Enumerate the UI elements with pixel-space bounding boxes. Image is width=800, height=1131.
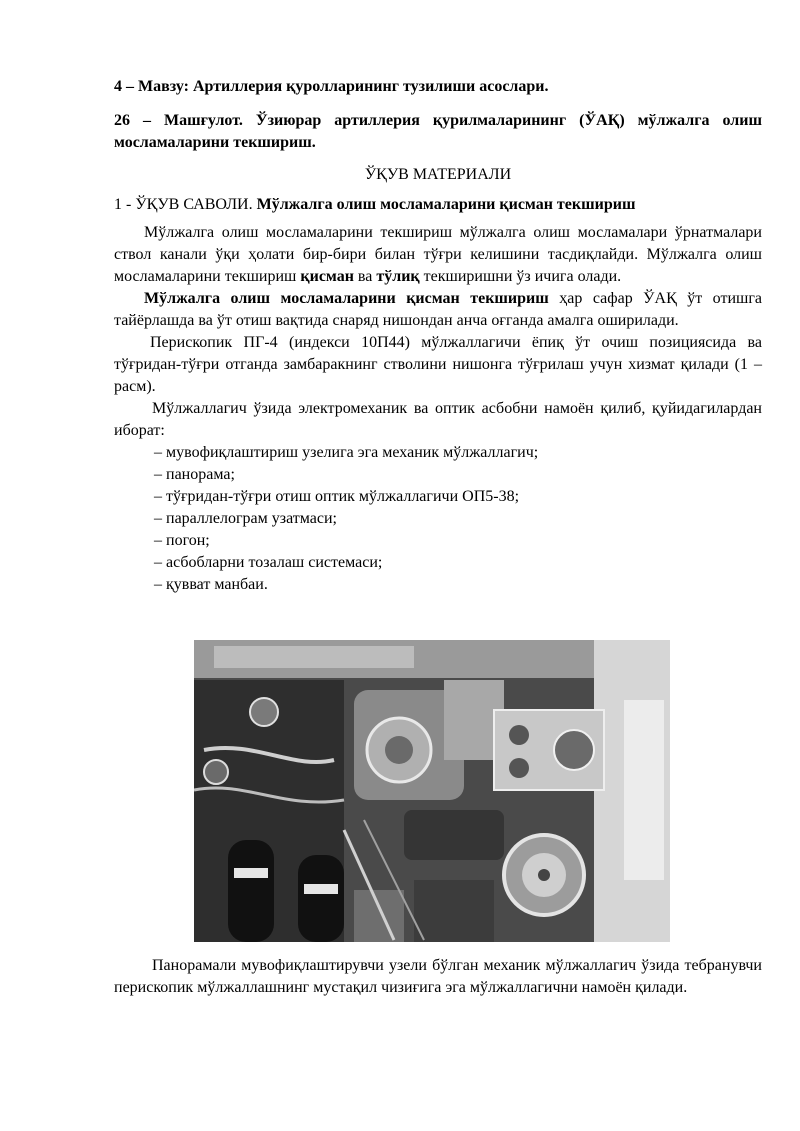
list-item: – тўғридан-тўғри отиш оптик мўлжаллагичи ОП5-38; xyxy=(154,488,520,505)
closing-paragraph-wrapper xyxy=(114,955,762,999)
list-item: – параллелограм узатмаси; xyxy=(154,510,337,527)
sight-mechanism-photo xyxy=(194,640,670,942)
para1-bold-b: тўлиқ xyxy=(376,268,420,285)
list-item: – панорама; xyxy=(154,466,235,483)
list-item: – қувват манбаи. xyxy=(154,576,268,593)
paragraph-3: Перископик ПГ-4 (индекси 10П44) мўлжаллагичи ёпиқ ўт очиш позициясида ва тўғридан-тўғри отганда замбаракнинг стволини нишонга тўғрилаш учун хизмат қилади (1 – расм). xyxy=(114,334,762,395)
question-title: Мўлжалга олиш мосламаларини қисман текшириш xyxy=(256,196,636,213)
paragraph-4: Мўлжаллагич ўзида электромеханик ва оптик асбобни намоён қилиб, қуйидагилардан иборат: xyxy=(114,400,762,439)
list-item: – погон; xyxy=(154,532,210,549)
components-list xyxy=(114,442,762,596)
document-body xyxy=(114,76,762,596)
paragraph-5: Панорамали мувофиқлаштирувчи узели бўлган механик мўлжаллагич ўзида тебранувчи перископик мўлжаллашнинг мустақил чизиғига эга мўлжаллагични намоён қилади. xyxy=(114,957,762,996)
question-prefix: 1 - ЎҚУВ САВОЛИ. xyxy=(114,196,257,213)
para1-bold-a: қисман xyxy=(300,268,354,285)
para1-text-a: Мўлжалга олиш мосламаларини текшириш мўлжалга олиш мосламалари ўрнатмалари ствол канали ўқи ҳолати бир-бири билан тўғри келишини тасдиқлайди. Мўлжалга олиш мосламаларини текшириш xyxy=(114,224,762,285)
lesson-heading: 26 – Машғулот. Ўзиюрар артиллерия қурилмаларининг (ЎАҚ) мўлжалга олиш мосламаларини текшириш. xyxy=(114,112,762,151)
topic-heading: 4 – Мавзу: Артиллерия қуролларининг тузилиши асослари. xyxy=(114,78,549,95)
para1-text-b: ва xyxy=(353,268,377,285)
list-item: – мувофиқлаштириш узелига эга механик мўлжаллагич; xyxy=(154,444,539,461)
question-heading xyxy=(114,194,762,216)
paragraph-1 xyxy=(114,222,762,288)
material-title: ЎҚУВ МАТЕРИАЛИ xyxy=(364,166,512,183)
para2-bold: Мўлжалга олиш мосламаларини қисман текшириш xyxy=(144,290,549,307)
para1-text-c: текширишни ўз ичига олади. xyxy=(419,268,622,285)
para2-text: ҳар сафар ЎАҚ ўт отишга тайёрлашда ва ўт отиш вақтида снаряд нишондан анча оғганда амалга оширилади. xyxy=(114,290,763,329)
paragraph-2 xyxy=(114,288,762,332)
list-item: – асбобларни тозалаш системаси; xyxy=(154,554,383,571)
